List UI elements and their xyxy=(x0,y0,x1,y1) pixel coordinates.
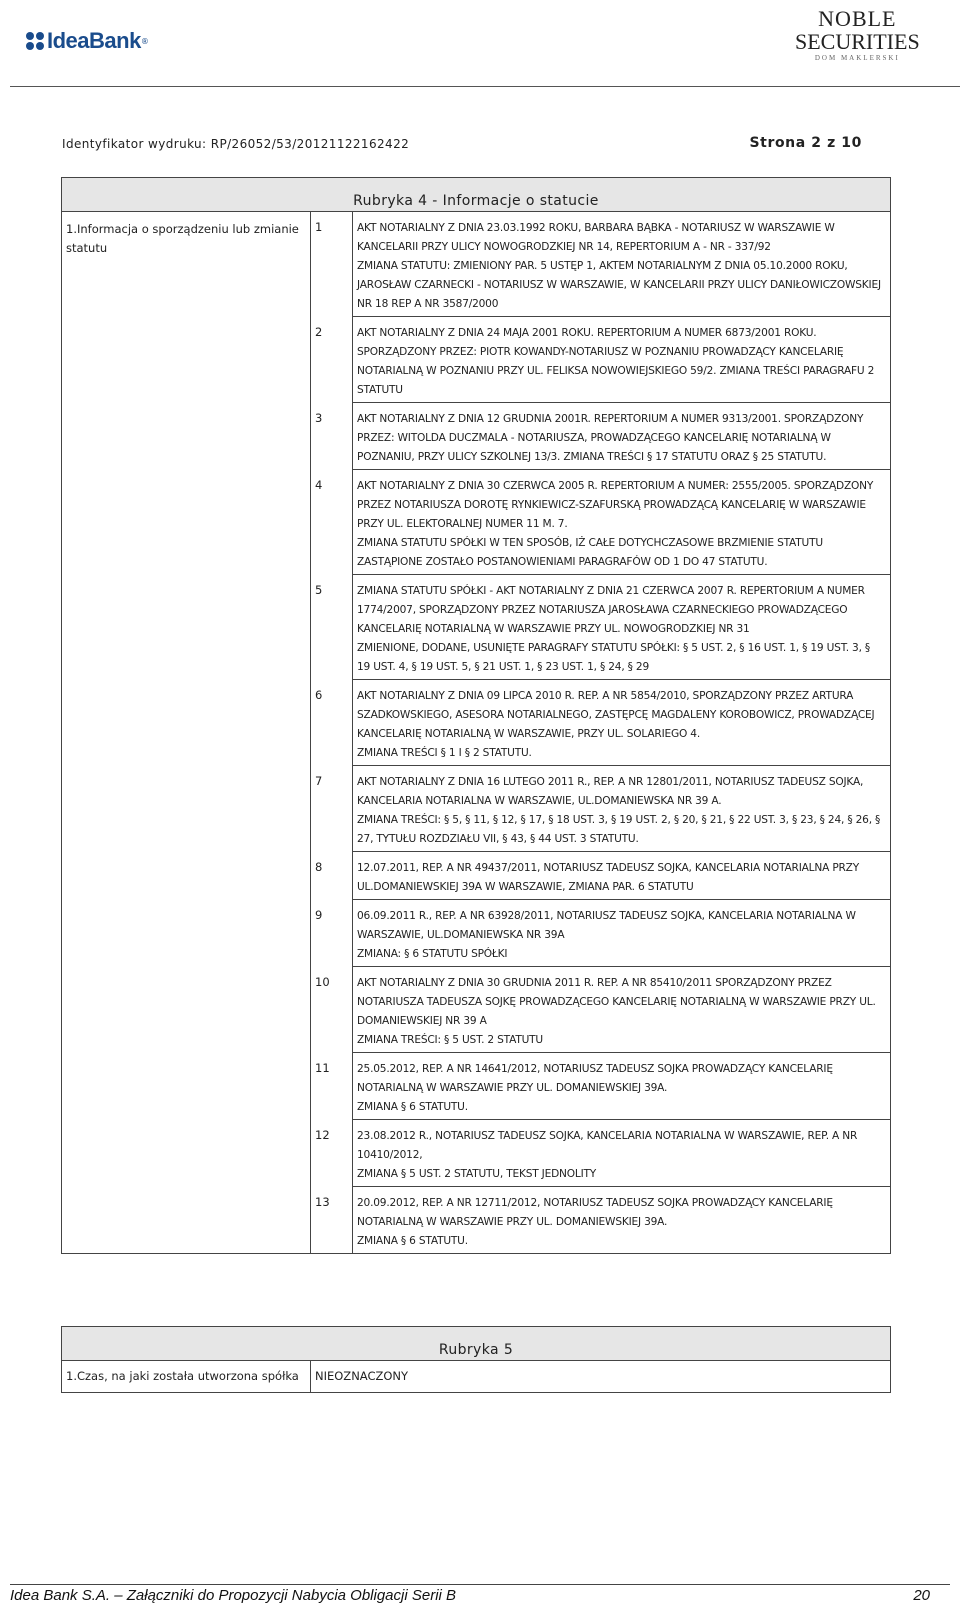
entry-text: 06.09.2011 R., REP. A NR 63928/2011, NOTARIUSZ TADEUSZ SOJKA, KANCELARIA NOTARIALNA W WARSZAWIE, UL.DOMANIEWSKA NR 39A ZMIANA: § 6 STATUTU SPÓŁKI xyxy=(353,900,891,967)
rubryka4-label: 1.Informacja o sporządzeniu lub zmianie statutu xyxy=(62,212,311,1254)
noble-logo-line1: NOBLE xyxy=(818,6,897,31)
rubryka5-table xyxy=(61,1326,891,1393)
entry-number: 6 xyxy=(311,680,353,766)
entry-text: AKT NOTARIALNY Z DNIA 16 LUTEGO 2011 R., REP. A NR 12801/2011, NOTARIUSZ TADEUSZ SOJKA, KANCELARIA NOTARIALNA W WARSZAWIE, UL.DOMANIEWSKA NR 39 A. ZMIANA TREŚCI: § 5, § 11, § 12, § 17, § 18 UST. 3, § 19 UST. 2, § 20, § 21, § 22 UST. 3, § 23, § 24, § 26, § 27, TYTUŁU ROZDZIAŁU VII, § 43, § 44 UST. 3 STATUTU. xyxy=(353,766,891,852)
entry-number: 12 xyxy=(311,1120,353,1187)
entry-text: 23.08.2012 R., NOTARIUSZ TADEUSZ SOJKA, KANCELARIA NOTARIALNA W WARSZAWIE, REP. A NR 10410/2012, ZMIANA § 5 UST. 2 STATUTU, TEKST JEDNOLITY xyxy=(353,1120,891,1187)
entry-text: AKT NOTARIALNY Z DNIA 24 MAJA 2001 ROKU. REPERTORIUM A NUMER 6873/2001 ROKU. SPORZĄDZONY PRZEZ: PIOTR KOWANDY-NOTARIUSZ W POZNANIU PROWADZĄCY KANCELARIĘ NOTARIALNĄ W POZNANIU PRZY UL. FELIKSA NOWOWIEJSKIEGO 59/2. ZMIANA TREŚCI PARAGRAFU 2 STATUTU xyxy=(353,317,891,403)
entry-number: 3 xyxy=(311,403,353,470)
noble-logo-line3: DOM MAKLERSKI xyxy=(814,54,900,62)
entry-text: AKT NOTARIALNY Z DNIA 12 GRUDNIA 2001R. REPERTORIUM A NUMER 9313/2001. SPORZĄDZONY PRZEZ: WITOLDA DUCZMALA - NOTARIUSZA, PROWADZĄCEGO KANCELARIĘ NOTARIALNĄ W POZNANIU, PRZY ULICY SZKOLNEJ 13/3. ZMIANA TREŚCI § 17 STATUTU ORAZ § 25 STATUTU. xyxy=(353,403,891,470)
rubryka4-table xyxy=(61,177,891,1254)
entry-text: 12.07.2011, REP. A NR 49437/2011, NOTARIUSZ TADEUSZ SOJKA, KANCELARIA NOTARIALNA PRZY UL.DOMANIEWSKIEJ 39A W WARSZAWIE, ZMIANA PAR. 6 STATUTU xyxy=(353,852,891,900)
idea-dots-icon xyxy=(26,32,44,50)
entry-text: AKT NOTARIALNY Z DNIA 09 LIPCA 2010 R. REP. A NR 5854/2010, SPORZĄDZONY PRZEZ ARTURA SZADKOWSKIEGO, ASESORA NOTARIALNEGO, ZASTĘPCĘ MAGDALENY KOROBOWICZ, PROWADZĄCEJ KANCELARIĘ NOTARIALNĄ W WARSZAWIE, PRZY UL. SOLARIEGO 4. ZMIANA TREŚCI § 1 I § 2 STATUTU. xyxy=(353,680,891,766)
rubryka5-label: 1.Czas, na jaki została utworzona spółka xyxy=(62,1361,311,1393)
entry-text: 25.05.2012, REP. A NR 14641/2012, NOTARIUSZ TADEUSZ SOJKA PROWADZĄCY KANCELARIĘ NOTARIALNĄ W WARSZAWIE PRZY UL. DOMANIEWSKIEJ 39A. ZMIANA § 6 STATUTU. xyxy=(353,1053,891,1120)
footer-text: Idea Bank S.A. – Załączniki do Propozycji Nabycia Obligacji Serii B xyxy=(10,1587,457,1604)
idea-logo-rest: Bank xyxy=(89,28,141,53)
page-indicator: Strona 2 z 10 xyxy=(749,135,862,151)
footer-page-number: 20 xyxy=(913,1587,930,1604)
entry-number: 10 xyxy=(311,967,353,1053)
entry-number: 1 xyxy=(311,212,353,317)
noble-securities-logo xyxy=(795,8,920,62)
entry-row xyxy=(62,212,891,317)
noble-logo-line2: SECURITIES xyxy=(795,29,920,54)
rubryka5-value: NIEOZNACZONY xyxy=(311,1361,891,1393)
entry-text: AKT NOTARIALNY Z DNIA 23.03.1992 ROKU, BARBARA BĄBKA - NOTARIUSZ W WARSZAWIE W KANCELARII PRZY ULICY NOWOGRODZKIEJ NR 14, REPERTORIUM A - NR - 337/92 ZMIANA STATUTU: ZMIENIONY PAR. 5 USTĘP 1, AKTEM NOTARIALNYM Z DNIA 05.10.2000 ROKU, JAROSŁAW CZARNECKI - NOTARIUSZ W WARSZAWIE, W KANCELARII PRZY ULICY DANIŁOWICZOWSKIEJ NR 18 REP A NR 3587/2000 xyxy=(353,212,891,317)
idea-bank-logo: IdeaBank ® xyxy=(26,28,149,54)
entry-text: AKT NOTARIALNY Z DNIA 30 CZERWCA 2005 R. REPERTORIUM A NUMER: 2555/2005. SPORZĄDZONY PRZEZ NOTARIUSZA DOROTĘ RYNKIEWICZ-SZAFURSKĄ PROWADZĄCĄ KANCELARIĘ W WARSZAWIE PRZY UL. ELEKTORALNEJ NUMER 11 M. 7. ZMIANA STATUTU SPÓŁKI W TEN SPOSÓB, IŻ CAŁE DOTYCHCZASOWE BRZMIENIE STATUTU ZASTĄPIONE ZOSTAŁO POSTANOWIENIAMI PARAGRAFÓW OD 1 DO 47 STATUTU. xyxy=(353,470,891,575)
entry-number: 9 xyxy=(311,900,353,967)
page-header xyxy=(0,0,960,88)
header-divider xyxy=(10,86,960,87)
entry-text: ZMIANA STATUTU SPÓŁKI - AKT NOTARIALNY Z DNIA 21 CZERWCA 2007 R. REPERTORIUM A NUMER 1774/2007, SPORZĄDZONY PRZEZ NOTARIUSZA JAROSŁAWA CZARNECKIEGO PROWADZĄCEGO KANCELARIĘ NOTARIALNĄ W WARSZAWIE PRZY UL. NOWOGRODZKIEJ NR 31 ZMIENIONE, DODANE, USUNIĘTE PARAGRAFY STATUTU SPÓŁKI: § 5 UST. 2, § 16 UST. 1, § 19 UST. 3, § 19 UST. 4, § 19 UST. 5, § 21 UST. 1, § 23 UST. 1, § 24, § 29 xyxy=(353,575,891,680)
entry-number: 2 xyxy=(311,317,353,403)
entry-number: 4 xyxy=(311,470,353,575)
print-identifier: Identyfikator wydruku: RP/26052/53/20121122162422 xyxy=(62,137,410,151)
entry-text: AKT NOTARIALNY Z DNIA 30 GRUDNIA 2011 R. REP. A NR 85410/2011 SPORZĄDZONY PRZEZ NOTARIUSZA TADEUSZA SOJKĘ PROWADZĄCEGO KANCELARIĘ NOTARIALNĄ W WARSZAWIE PRZY UL. DOMANIEWSKIEJ NR 39 A ZMIANA TREŚCI: § 5 UST. 2 STATUTU xyxy=(353,967,891,1053)
rubryka4-title: Rubryka 4 - Informacje o statucie xyxy=(62,178,891,212)
idea-logo-bold: Idea xyxy=(47,28,90,53)
rubryka5-title: Rubryka 5 xyxy=(62,1327,891,1361)
footer-divider xyxy=(10,1584,950,1585)
entry-number: 8 xyxy=(311,852,353,900)
entry-number: 5 xyxy=(311,575,353,680)
entry-number: 11 xyxy=(311,1053,353,1120)
entry-number: 13 xyxy=(311,1187,353,1254)
entry-number: 7 xyxy=(311,766,353,852)
entry-text: 20.09.2012, REP. A NR 12711/2012, NOTARIUSZ TADEUSZ SOJKA PROWADZĄCY KANCELARIĘ NOTARIALNĄ W WARSZAWIE PRZY UL. DOMANIEWSKIEJ 39A. ZMIANA § 6 STATUTU. xyxy=(353,1187,891,1254)
